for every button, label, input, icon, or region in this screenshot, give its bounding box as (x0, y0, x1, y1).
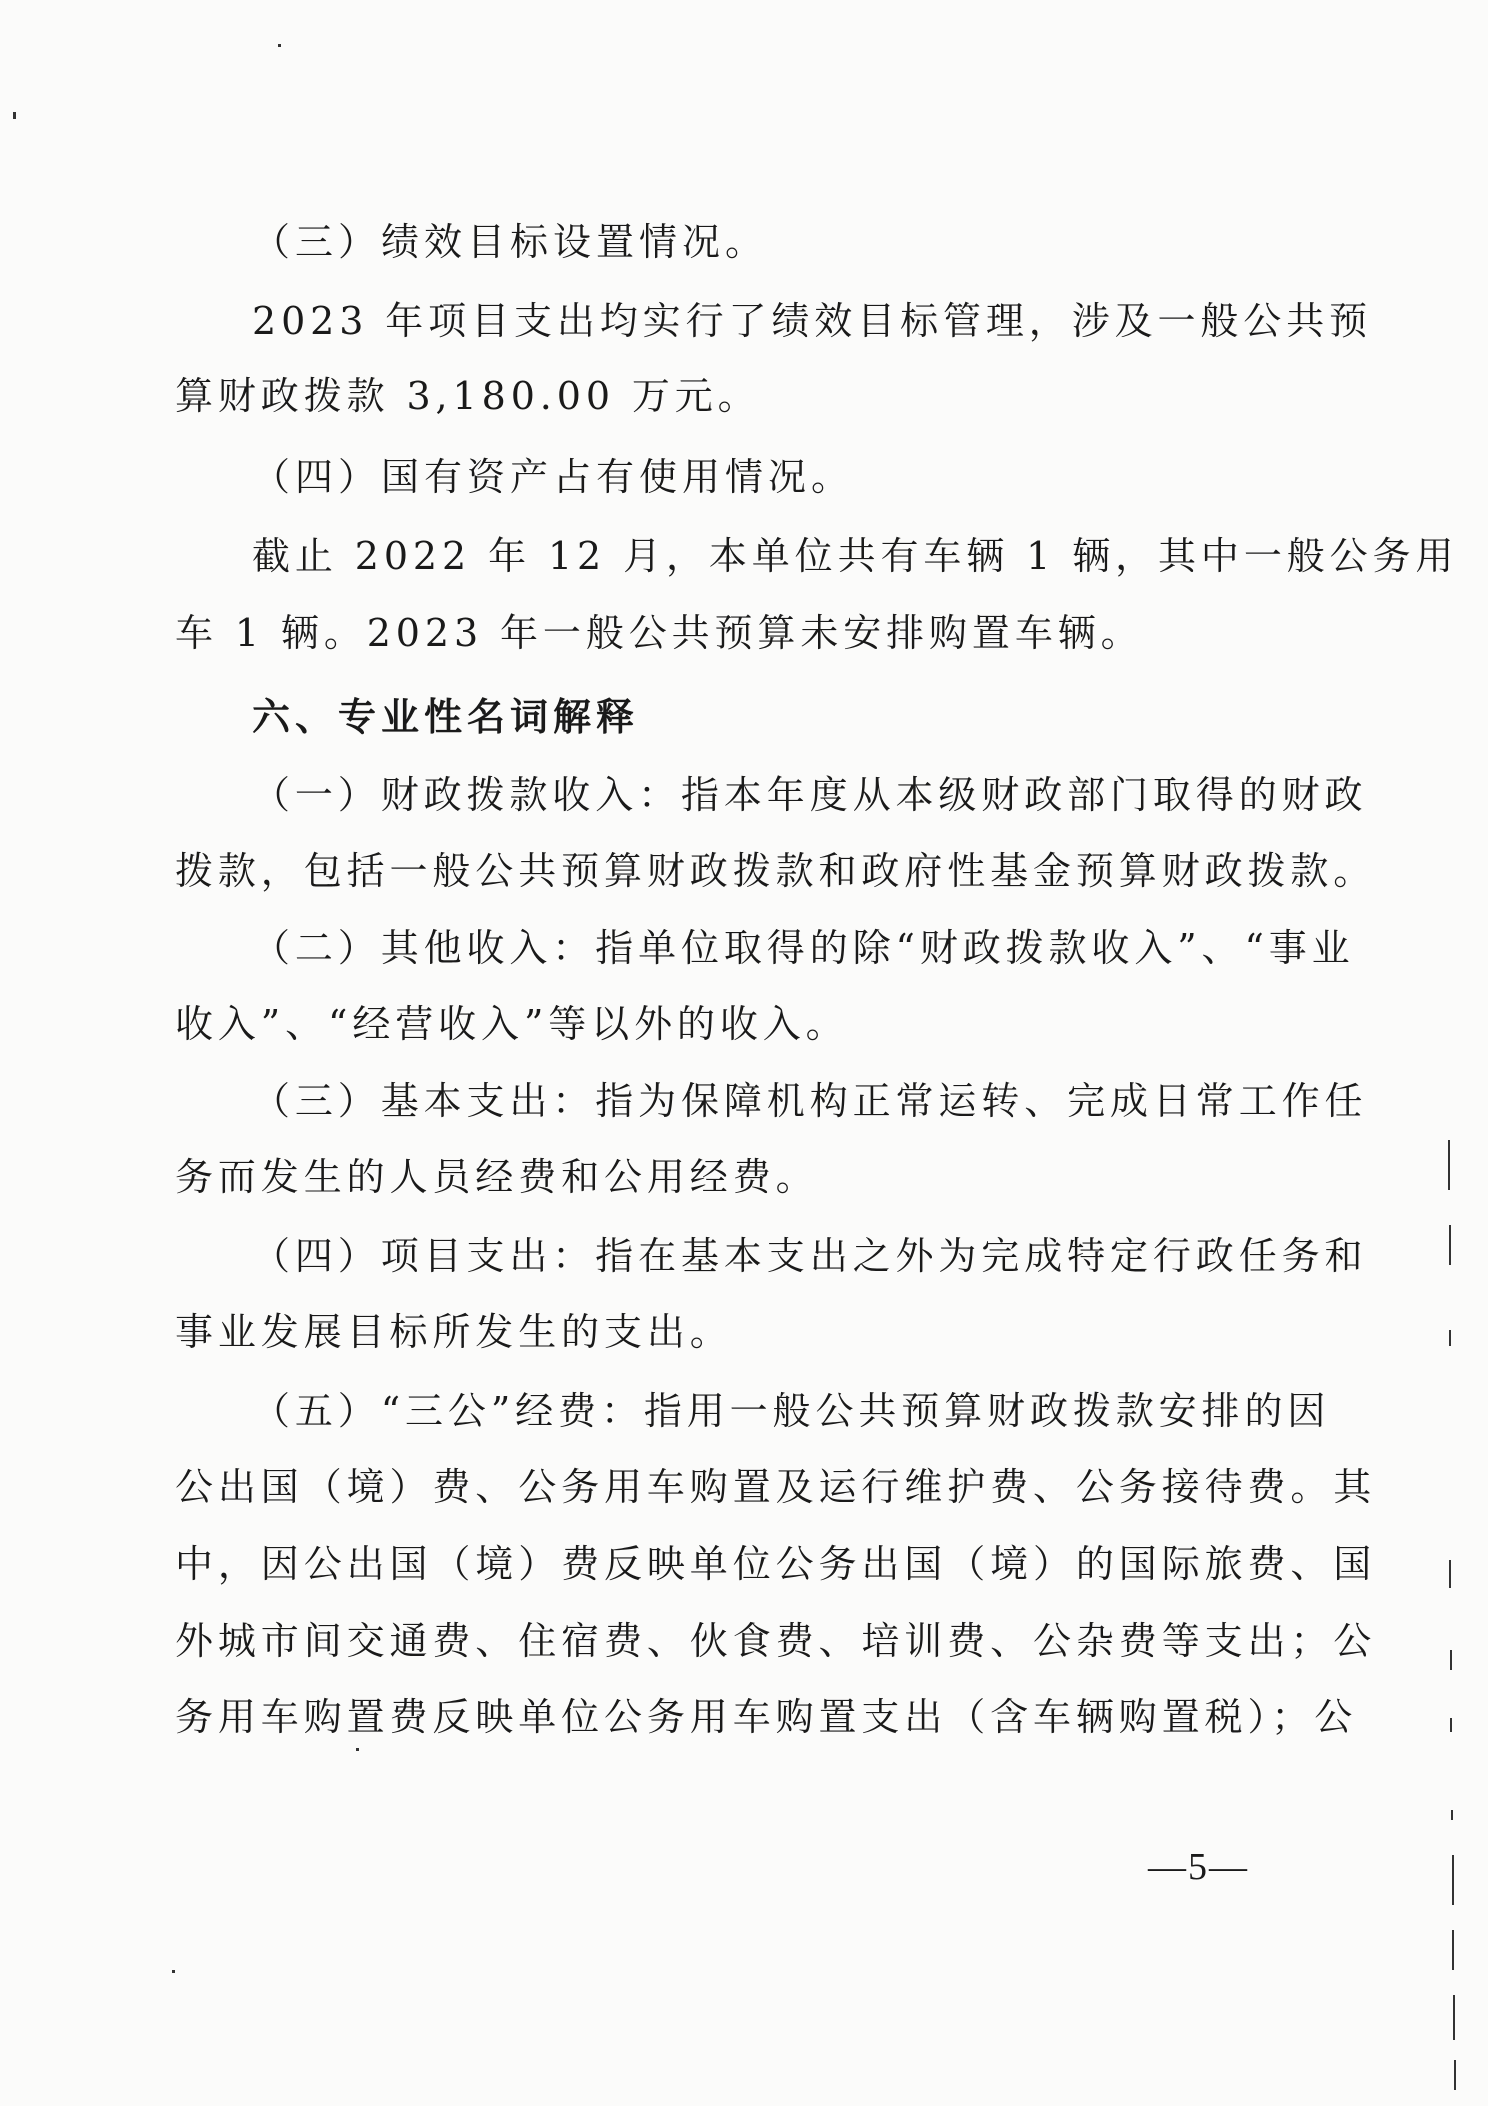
paragraph-line: （五）“三公”经费：指用一般公共预算财政拨款安排的因 (252, 1389, 1331, 1433)
scan-artifact (1452, 1930, 1454, 1970)
subsection-heading-state-assets: （四）国有资产占有使用情况。 (252, 455, 855, 499)
paragraph-line: 事业发展目标所发生的支出。 (175, 1310, 733, 1354)
scan-artifact (1453, 1995, 1455, 2040)
scan-artifact (1450, 1718, 1452, 1732)
paragraph-line: （二）其他收入：指单位取得的除“财政拨款收入”、“事业 (252, 926, 1355, 970)
paragraph-line: 公出国（境）费、公务用车购置及运行维护费、公务接待费。其 (175, 1465, 1377, 1509)
paragraph-line: （一）财政拨款收入：指本年度从本级财政部门取得的财政 (252, 773, 1368, 817)
scan-artifact (278, 44, 281, 47)
paragraph-line: 外城市间交通费、住宿费、伙食费、培训费、公杂费等支出；公 (175, 1619, 1377, 1663)
paragraph-line: 务而发生的人员经费和公用经费。 (175, 1155, 819, 1199)
paragraph-line: 收入”、“经营收入”等以外的收入。 (175, 1002, 849, 1046)
paragraph-line: （三）基本支出：指为保障机构正常运转、完成日常工作任 (252, 1079, 1368, 1123)
scan-artifact (1451, 1810, 1453, 1820)
section-heading-terms: 六、专业性名词解释 (252, 694, 640, 739)
scan-artifact (1449, 1330, 1451, 1346)
paragraph-line: 算财政拨款 3,180.00 万元。 (175, 374, 761, 418)
scan-artifact (1450, 1650, 1452, 1670)
paragraph-line: 务用车购置费反映单位公务用车购置支出（含车辆购置税）；公 (175, 1695, 1358, 1739)
scan-artifact (1449, 1225, 1451, 1265)
scan-artifact (356, 1748, 359, 1751)
paragraph-line: 中，因公出国（境）费反映单位公务出国（境）的国际旅费、国 (175, 1542, 1377, 1586)
scan-artifact (1454, 2060, 1456, 2090)
paragraph-line: 拨款，包括一般公共预算财政拨款和政府性基金预算财政拨款。 (175, 849, 1377, 893)
scan-artifact (172, 1970, 175, 1973)
scan-artifact (1452, 1855, 1454, 1905)
scan-artifact (1448, 1140, 1450, 1190)
page-number: —5— (1148, 1846, 1249, 1888)
paragraph-line: 截止 2022 年 12 月，本单位共有车辆 1 辆，其中一般公务用 (252, 534, 1459, 578)
scan-artifact (13, 112, 16, 119)
scan-artifact (1449, 1560, 1451, 1588)
subsection-heading-performance-goals: （三）绩效目标设置情况。 (252, 220, 769, 264)
paragraph-line: 车 1 辆。2023 年一般公共预算未安排购置车辆。 (175, 611, 1144, 655)
paragraph-line: 2023 年项目支出均实行了绩效目标管理，涉及一般公共预 (252, 299, 1372, 343)
paragraph-line: （四）项目支出：指在基本支出之外为完成特定行政任务和 (252, 1234, 1368, 1278)
